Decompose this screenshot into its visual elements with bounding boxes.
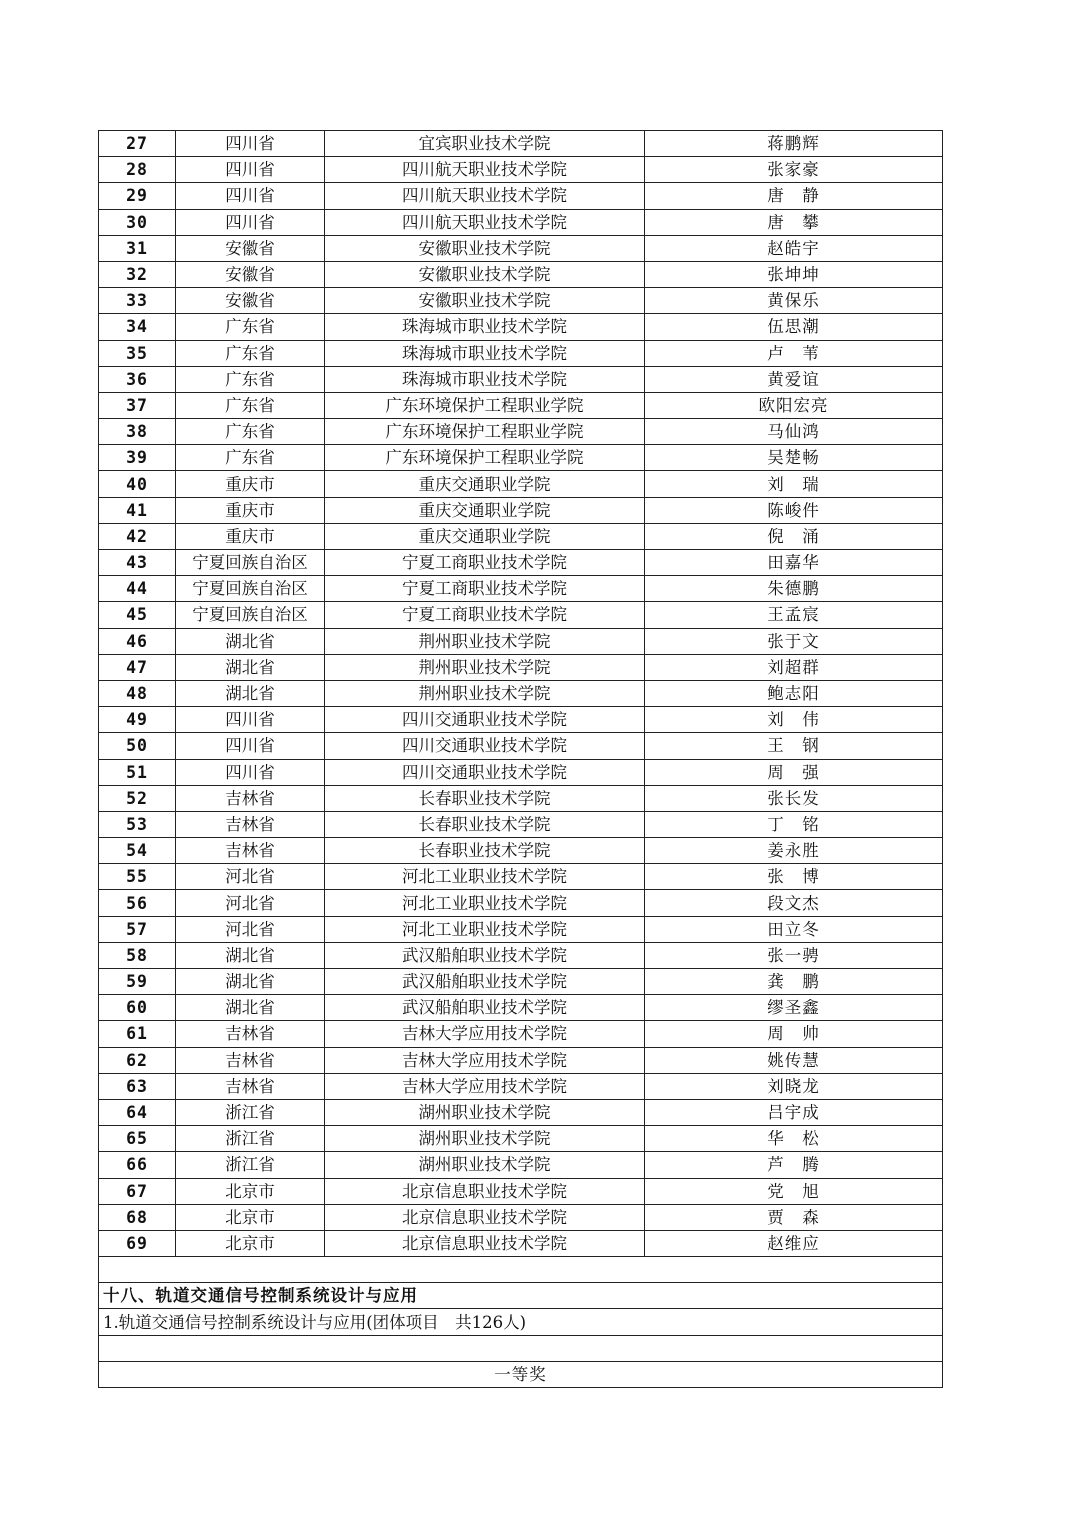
province-cell: 宁夏回族自治区 bbox=[176, 602, 325, 628]
row-number: 34 bbox=[99, 314, 176, 340]
table-row bbox=[99, 864, 943, 890]
school-cell: 河北工业职业技术学院 bbox=[325, 890, 645, 916]
province-cell: 浙江省 bbox=[176, 1152, 325, 1178]
province-cell: 四川省 bbox=[176, 209, 325, 235]
province-cell: 湖北省 bbox=[176, 654, 325, 680]
school-cell: 武汉船舶职业技术学院 bbox=[325, 942, 645, 968]
name-cell: 田嘉华 bbox=[645, 550, 943, 576]
subsection-title: 1.轨道交通信号控制系统设计与应用(团体项目 共126人) bbox=[99, 1309, 943, 1335]
school-cell: 广东环境保护工程职业学院 bbox=[325, 419, 645, 445]
section-block bbox=[99, 1257, 943, 1388]
row-number: 42 bbox=[99, 523, 176, 549]
row-number: 38 bbox=[99, 419, 176, 445]
school-cell: 珠海城市职业技术学院 bbox=[325, 340, 645, 366]
name-cell: 周 强 bbox=[645, 759, 943, 785]
row-number: 68 bbox=[99, 1204, 176, 1230]
province-cell: 宁夏回族自治区 bbox=[176, 550, 325, 576]
name-cell: 刘晓龙 bbox=[645, 1073, 943, 1099]
province-cell: 湖北省 bbox=[176, 680, 325, 706]
row-number: 49 bbox=[99, 707, 176, 733]
province-cell: 浙江省 bbox=[176, 1126, 325, 1152]
table-row bbox=[99, 602, 943, 628]
award-level-row bbox=[99, 1361, 943, 1387]
row-number: 31 bbox=[99, 235, 176, 261]
province-cell: 广东省 bbox=[176, 366, 325, 392]
name-cell: 华 松 bbox=[645, 1126, 943, 1152]
table-row bbox=[99, 995, 943, 1021]
table-row bbox=[99, 838, 943, 864]
table-row bbox=[99, 235, 943, 261]
province-cell: 四川省 bbox=[176, 707, 325, 733]
school-cell: 珠海城市职业技术学院 bbox=[325, 314, 645, 340]
school-cell: 宁夏工商职业技术学院 bbox=[325, 576, 645, 602]
name-cell: 黄爱谊 bbox=[645, 366, 943, 392]
school-cell: 四川航天职业技术学院 bbox=[325, 183, 645, 209]
province-cell: 广东省 bbox=[176, 340, 325, 366]
province-cell: 安徽省 bbox=[176, 261, 325, 287]
province-cell: 河北省 bbox=[176, 864, 325, 890]
name-cell: 刘超群 bbox=[645, 654, 943, 680]
school-cell: 安徽职业技术学院 bbox=[325, 235, 645, 261]
table-row bbox=[99, 680, 943, 706]
school-cell: 吉林大学应用技术学院 bbox=[325, 1021, 645, 1047]
province-cell: 吉林省 bbox=[176, 811, 325, 837]
name-cell: 陈峻件 bbox=[645, 497, 943, 523]
blank-row bbox=[99, 1335, 943, 1361]
row-number: 37 bbox=[99, 392, 176, 418]
province-cell: 广东省 bbox=[176, 314, 325, 340]
name-cell: 段文杰 bbox=[645, 890, 943, 916]
province-cell: 吉林省 bbox=[176, 1047, 325, 1073]
name-cell: 张坤坤 bbox=[645, 261, 943, 287]
row-number: 48 bbox=[99, 680, 176, 706]
row-number: 32 bbox=[99, 261, 176, 287]
school-cell: 安徽职业技术学院 bbox=[325, 261, 645, 287]
school-cell: 荆州职业技术学院 bbox=[325, 628, 645, 654]
table-row bbox=[99, 1152, 943, 1178]
table-row bbox=[99, 1073, 943, 1099]
province-cell: 四川省 bbox=[176, 759, 325, 785]
name-cell: 卢 苇 bbox=[645, 340, 943, 366]
school-cell: 广东环境保护工程职业学院 bbox=[325, 392, 645, 418]
school-cell: 珠海城市职业技术学院 bbox=[325, 366, 645, 392]
section-title: 十八、轨道交通信号控制系统设计与应用 bbox=[99, 1283, 943, 1309]
row-number: 59 bbox=[99, 969, 176, 995]
school-cell: 湖州职业技术学院 bbox=[325, 1099, 645, 1125]
province-cell: 湖北省 bbox=[176, 942, 325, 968]
province-cell: 湖北省 bbox=[176, 628, 325, 654]
row-number: 40 bbox=[99, 471, 176, 497]
school-cell: 武汉船舶职业技术学院 bbox=[325, 995, 645, 1021]
row-number: 35 bbox=[99, 340, 176, 366]
table-row bbox=[99, 131, 943, 157]
row-number: 30 bbox=[99, 209, 176, 235]
row-number: 47 bbox=[99, 654, 176, 680]
name-cell: 吕宇成 bbox=[645, 1099, 943, 1125]
name-cell: 黄保乐 bbox=[645, 288, 943, 314]
name-cell: 吴楚畅 bbox=[645, 445, 943, 471]
school-cell: 吉林大学应用技术学院 bbox=[325, 1047, 645, 1073]
name-cell: 张家豪 bbox=[645, 157, 943, 183]
name-cell: 刘 伟 bbox=[645, 707, 943, 733]
name-cell: 王孟宸 bbox=[645, 602, 943, 628]
province-cell: 宁夏回族自治区 bbox=[176, 576, 325, 602]
table-row bbox=[99, 523, 943, 549]
school-cell: 荆州职业技术学院 bbox=[325, 680, 645, 706]
province-cell: 北京市 bbox=[176, 1230, 325, 1256]
table-row bbox=[99, 261, 943, 287]
table-row bbox=[99, 916, 943, 942]
row-number: 36 bbox=[99, 366, 176, 392]
province-cell: 四川省 bbox=[176, 183, 325, 209]
table-row bbox=[99, 209, 943, 235]
table-row bbox=[99, 314, 943, 340]
name-cell: 伍思潮 bbox=[645, 314, 943, 340]
province-cell: 湖北省 bbox=[176, 995, 325, 1021]
school-cell: 四川航天职业技术学院 bbox=[325, 157, 645, 183]
province-cell: 浙江省 bbox=[176, 1099, 325, 1125]
row-number: 44 bbox=[99, 576, 176, 602]
table-row bbox=[99, 1178, 943, 1204]
school-cell: 湖州职业技术学院 bbox=[325, 1152, 645, 1178]
row-number: 63 bbox=[99, 1073, 176, 1099]
name-cell: 张于文 bbox=[645, 628, 943, 654]
name-cell: 张一骋 bbox=[645, 942, 943, 968]
school-cell: 长春职业技术学院 bbox=[325, 838, 645, 864]
school-cell: 北京信息职业技术学院 bbox=[325, 1178, 645, 1204]
name-cell: 张 博 bbox=[645, 864, 943, 890]
table-row bbox=[99, 497, 943, 523]
table-row bbox=[99, 366, 943, 392]
name-cell: 丁 铭 bbox=[645, 811, 943, 837]
province-cell: 重庆市 bbox=[176, 471, 325, 497]
table-row bbox=[99, 340, 943, 366]
row-number: 64 bbox=[99, 1099, 176, 1125]
row-number: 60 bbox=[99, 995, 176, 1021]
province-cell: 四川省 bbox=[176, 733, 325, 759]
table-row bbox=[99, 654, 943, 680]
name-cell: 缪圣鑫 bbox=[645, 995, 943, 1021]
row-number: 58 bbox=[99, 942, 176, 968]
row-number: 66 bbox=[99, 1152, 176, 1178]
province-cell: 安徽省 bbox=[176, 235, 325, 261]
row-number: 69 bbox=[99, 1230, 176, 1256]
table-row bbox=[99, 969, 943, 995]
name-cell: 党 旭 bbox=[645, 1178, 943, 1204]
name-cell: 姚传慧 bbox=[645, 1047, 943, 1073]
table-row bbox=[99, 628, 943, 654]
table-row bbox=[99, 550, 943, 576]
school-cell: 北京信息职业技术学院 bbox=[325, 1230, 645, 1256]
table-row bbox=[99, 1204, 943, 1230]
school-cell: 河北工业职业技术学院 bbox=[325, 864, 645, 890]
row-number: 29 bbox=[99, 183, 176, 209]
province-cell: 吉林省 bbox=[176, 785, 325, 811]
school-cell: 广东环境保护工程职业学院 bbox=[325, 445, 645, 471]
province-cell: 北京市 bbox=[176, 1178, 325, 1204]
school-cell: 安徽职业技术学院 bbox=[325, 288, 645, 314]
school-cell: 宁夏工商职业技术学院 bbox=[325, 550, 645, 576]
row-number: 39 bbox=[99, 445, 176, 471]
table-row bbox=[99, 1047, 943, 1073]
table-row bbox=[99, 445, 943, 471]
section-row bbox=[99, 1283, 943, 1309]
name-cell: 田立冬 bbox=[645, 916, 943, 942]
row-number: 27 bbox=[99, 131, 176, 157]
table-row bbox=[99, 419, 943, 445]
table-row bbox=[99, 288, 943, 314]
name-cell: 刘 瑞 bbox=[645, 471, 943, 497]
row-number: 28 bbox=[99, 157, 176, 183]
school-cell: 北京信息职业技术学院 bbox=[325, 1204, 645, 1230]
name-cell: 蒋鹏辉 bbox=[645, 131, 943, 157]
name-cell: 唐 攀 bbox=[645, 209, 943, 235]
row-number: 57 bbox=[99, 916, 176, 942]
name-cell: 赵皓宇 bbox=[645, 235, 943, 261]
name-cell: 鲍志阳 bbox=[645, 680, 943, 706]
school-cell: 湖州职业技术学院 bbox=[325, 1126, 645, 1152]
school-cell: 吉林大学应用技术学院 bbox=[325, 1073, 645, 1099]
name-cell: 芦 腾 bbox=[645, 1152, 943, 1178]
province-cell: 吉林省 bbox=[176, 838, 325, 864]
row-number: 55 bbox=[99, 864, 176, 890]
province-cell: 河北省 bbox=[176, 890, 325, 916]
name-cell: 王 钢 bbox=[645, 733, 943, 759]
row-number: 33 bbox=[99, 288, 176, 314]
row-number: 50 bbox=[99, 733, 176, 759]
school-cell: 荆州职业技术学院 bbox=[325, 654, 645, 680]
name-cell: 欧阳宏亮 bbox=[645, 392, 943, 418]
province-cell: 重庆市 bbox=[176, 523, 325, 549]
row-number: 54 bbox=[99, 838, 176, 864]
row-number: 52 bbox=[99, 785, 176, 811]
name-cell: 朱德鹏 bbox=[645, 576, 943, 602]
school-cell: 重庆交通职业学院 bbox=[325, 523, 645, 549]
award-level-label: 一等奖 bbox=[99, 1361, 943, 1387]
name-cell: 张长发 bbox=[645, 785, 943, 811]
name-cell: 龚 鹏 bbox=[645, 969, 943, 995]
province-cell: 安徽省 bbox=[176, 288, 325, 314]
subsection-row bbox=[99, 1309, 943, 1335]
school-cell: 长春职业技术学院 bbox=[325, 811, 645, 837]
table-row bbox=[99, 1126, 943, 1152]
row-number: 51 bbox=[99, 759, 176, 785]
blank-row bbox=[99, 1257, 943, 1283]
name-cell: 唐 静 bbox=[645, 183, 943, 209]
table-row bbox=[99, 942, 943, 968]
name-cell: 周 帅 bbox=[645, 1021, 943, 1047]
row-number: 53 bbox=[99, 811, 176, 837]
school-cell: 武汉船舶职业技术学院 bbox=[325, 969, 645, 995]
award-list-sheet bbox=[98, 130, 942, 1388]
province-cell: 湖北省 bbox=[176, 969, 325, 995]
table-row bbox=[99, 1021, 943, 1047]
school-cell: 宁夏工商职业技术学院 bbox=[325, 602, 645, 628]
award-table bbox=[98, 130, 943, 1388]
school-cell: 四川航天职业技术学院 bbox=[325, 209, 645, 235]
name-cell: 倪 涌 bbox=[645, 523, 943, 549]
school-cell: 重庆交通职业学院 bbox=[325, 471, 645, 497]
table-row bbox=[99, 759, 943, 785]
row-number: 43 bbox=[99, 550, 176, 576]
province-cell: 河北省 bbox=[176, 916, 325, 942]
school-cell: 宜宾职业技术学院 bbox=[325, 131, 645, 157]
award-table-body bbox=[99, 131, 943, 1257]
name-cell: 马仙鸿 bbox=[645, 419, 943, 445]
row-number: 45 bbox=[99, 602, 176, 628]
table-row bbox=[99, 733, 943, 759]
row-number: 41 bbox=[99, 497, 176, 523]
name-cell: 赵维应 bbox=[645, 1230, 943, 1256]
table-row bbox=[99, 183, 943, 209]
table-row bbox=[99, 392, 943, 418]
province-cell: 重庆市 bbox=[176, 497, 325, 523]
province-cell: 四川省 bbox=[176, 157, 325, 183]
table-row bbox=[99, 576, 943, 602]
province-cell: 四川省 bbox=[176, 131, 325, 157]
school-cell: 四川交通职业技术学院 bbox=[325, 707, 645, 733]
table-row bbox=[99, 707, 943, 733]
table-row bbox=[99, 1099, 943, 1125]
name-cell: 姜永胜 bbox=[645, 838, 943, 864]
school-cell: 四川交通职业技术学院 bbox=[325, 759, 645, 785]
school-cell: 长春职业技术学院 bbox=[325, 785, 645, 811]
table-row bbox=[99, 471, 943, 497]
school-cell: 河北工业职业技术学院 bbox=[325, 916, 645, 942]
row-number: 65 bbox=[99, 1126, 176, 1152]
school-cell: 四川交通职业技术学院 bbox=[325, 733, 645, 759]
province-cell: 广东省 bbox=[176, 392, 325, 418]
table-row bbox=[99, 811, 943, 837]
row-number: 67 bbox=[99, 1178, 176, 1204]
province-cell: 北京市 bbox=[176, 1204, 325, 1230]
province-cell: 广东省 bbox=[176, 445, 325, 471]
table-row bbox=[99, 1230, 943, 1256]
province-cell: 吉林省 bbox=[176, 1021, 325, 1047]
table-row bbox=[99, 785, 943, 811]
row-number: 62 bbox=[99, 1047, 176, 1073]
school-cell: 重庆交通职业学院 bbox=[325, 497, 645, 523]
table-row bbox=[99, 890, 943, 916]
row-number: 56 bbox=[99, 890, 176, 916]
row-number: 46 bbox=[99, 628, 176, 654]
province-cell: 广东省 bbox=[176, 419, 325, 445]
name-cell: 贾 森 bbox=[645, 1204, 943, 1230]
province-cell: 吉林省 bbox=[176, 1073, 325, 1099]
table-row bbox=[99, 157, 943, 183]
row-number: 61 bbox=[99, 1021, 176, 1047]
